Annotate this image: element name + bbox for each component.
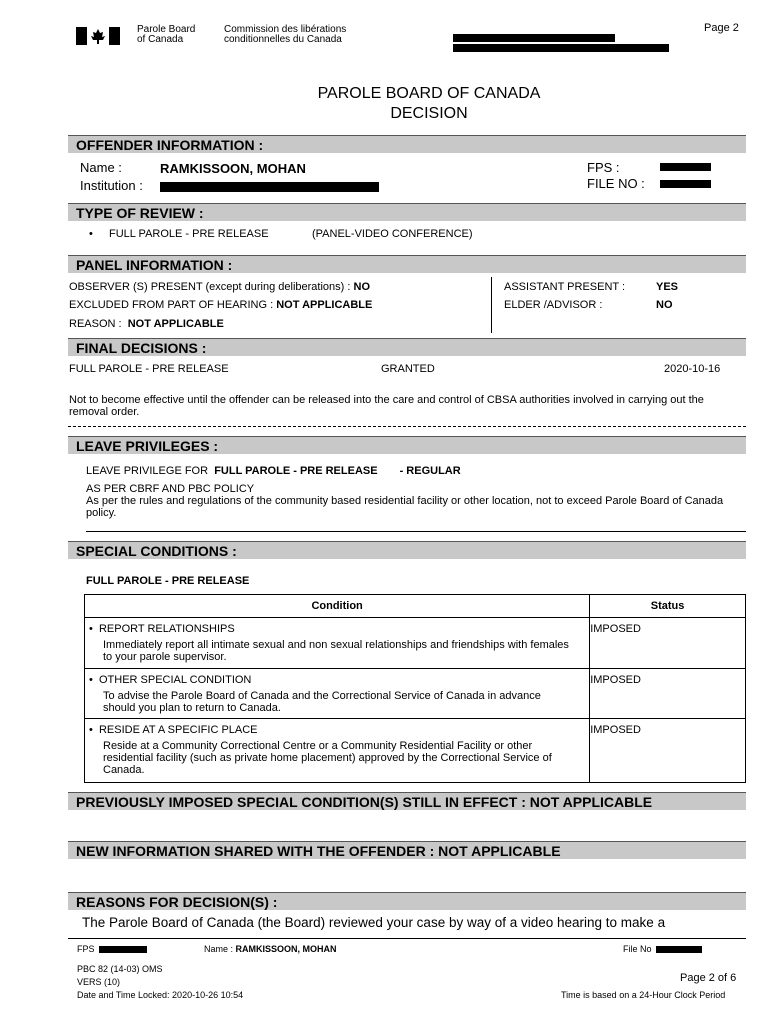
section-previous-conditions: PREVIOUSLY IMPOSED SPECIAL CONDITION(S) STILL IN EFFECT : NOT APPLICABLE bbox=[68, 792, 746, 810]
section-panel-info: PANEL INFORMATION : bbox=[68, 255, 746, 273]
redaction-bar bbox=[453, 44, 669, 52]
name-label: Name : bbox=[80, 160, 122, 175]
assistant-value: YES bbox=[656, 281, 679, 293]
table-row bbox=[85, 618, 746, 669]
condition-text: Immediately report all intimate sexual and non sexual relationships and friendships with females to your parole supervisor. bbox=[103, 639, 569, 663]
reason-row: REASON : NOT APPLICABLE bbox=[69, 318, 224, 330]
fps-label: FPS : bbox=[587, 160, 620, 175]
leave-divider bbox=[86, 531, 746, 532]
footer-name: Name : RAMKISSOON, MOHAN bbox=[204, 944, 337, 954]
decision-type: FULL PAROLE - PRE RELEASE bbox=[69, 363, 229, 375]
footer-file-label: File No bbox=[623, 944, 652, 954]
condition-title: • OTHER SPECIAL CONDITION bbox=[89, 674, 252, 686]
condition-title: • REPORT RELATIONSHIPS bbox=[89, 623, 235, 635]
leave-policy: AS PER CBRF AND PBC POLICY bbox=[86, 483, 255, 495]
review-type: FULL PAROLE - PRE RELEASE bbox=[109, 228, 269, 240]
condition-text: Reside at a Community Correctional Centre or a Community Residential Facility or other residential facility (such as private home placement) approved by the Correctional Service of Canada. bbox=[103, 740, 552, 776]
leave-privilege-row: LEAVE PRIVILEGE FOR FULL PAROLE - PRE RELEASE - REGULAR bbox=[86, 465, 461, 477]
section-special-conditions: SPECIAL CONDITIONS : bbox=[68, 541, 746, 559]
condition-status: IMPOSED bbox=[590, 618, 746, 669]
observer-row: OBSERVER (S) PRESENT (except during deliberations) : NO bbox=[69, 281, 370, 293]
assistant-label: ASSISTANT PRESENT : bbox=[504, 281, 626, 293]
condition-title: • RESIDE AT A SPECIFIC PLACE bbox=[89, 724, 258, 736]
review-mode: (PANEL-VIDEO CONFERENCE) bbox=[312, 228, 473, 240]
condition-status: IMPOSED bbox=[590, 719, 746, 783]
redaction-bar bbox=[656, 946, 702, 953]
section-type-of-review: TYPE OF REVIEW : bbox=[68, 203, 746, 221]
footer-fps-label: FPS bbox=[77, 944, 95, 954]
agency-name-en: Parole Board of Canada bbox=[137, 24, 196, 45]
panel-divider bbox=[491, 277, 492, 333]
excluded-row: EXCLUDED FROM PART OF HEARING : NOT APPLICABLE bbox=[69, 299, 373, 311]
condition-text: To advise the Parole Board of Canada and the Correctional Service of Canada in advance should you plan to return to Canada. bbox=[103, 690, 541, 714]
footer-divider bbox=[68, 938, 746, 939]
redaction-bar bbox=[99, 946, 147, 953]
footer-form-info: PBC 82 (14-03) OMS VERS (10) Date and Time Locked: 2020-10-26 10:54 bbox=[77, 964, 244, 1000]
table-header-row bbox=[85, 595, 746, 618]
decision-note: Not to become effective until the offender can be released into the care and control of CBSA authorities involved in carrying out the removal order. bbox=[69, 394, 704, 418]
redaction-bar bbox=[453, 34, 615, 42]
decision-result: GRANTED bbox=[381, 363, 435, 375]
redaction-bar bbox=[660, 180, 711, 188]
agency-name-fr: Commission des libérations conditionnelles du Canada bbox=[224, 24, 347, 45]
special-conditions-subtitle: FULL PAROLE - PRE RELEASE bbox=[86, 575, 250, 587]
redaction-bar bbox=[660, 163, 711, 171]
elder-label: ELDER /ADVISOR : bbox=[504, 299, 603, 311]
file-no-label: FILE NO : bbox=[587, 176, 645, 191]
bullet: • bbox=[89, 228, 93, 240]
section-offender-info: OFFENDER INFORMATION : bbox=[68, 135, 746, 153]
section-new-information: NEW INFORMATION SHARED WITH THE OFFENDER : NOT APPLICABLE bbox=[68, 841, 746, 859]
section-reasons: REASONS FOR DECISION(S) : bbox=[68, 892, 746, 910]
table-row bbox=[85, 669, 746, 719]
redaction-bar bbox=[160, 182, 379, 192]
conditions-table bbox=[84, 594, 746, 783]
canada-flag-icon bbox=[76, 27, 120, 45]
footer-time-note: Time is based on a 24-Hour Clock Period bbox=[561, 990, 726, 1000]
col-condition: Condition bbox=[85, 595, 590, 618]
footer-page-of: Page 2 of 6 bbox=[680, 972, 737, 984]
section-leave-privileges: LEAVE PRIVILEGES : bbox=[68, 436, 746, 454]
elder-value: NO bbox=[656, 299, 673, 311]
page-label: Page 2 bbox=[704, 22, 739, 34]
leave-policy-text: As per the rules and regulations of the community based residential facility or other location, not to exceed Parole Board of Canada policy. bbox=[86, 495, 724, 519]
institution-label: Institution : bbox=[80, 178, 143, 193]
section-final-decisions: FINAL DECISIONS : bbox=[68, 338, 746, 356]
table-row bbox=[85, 719, 746, 783]
document-title: PAROLE BOARD OF CANADA DECISION bbox=[317, 85, 541, 122]
decision-date: 2020-10-16 bbox=[664, 363, 721, 375]
reasons-text: The Parole Board of Canada (the Board) reviewed your case by way of a video hearing to make a bbox=[82, 915, 666, 930]
dashed-divider bbox=[68, 426, 746, 427]
condition-status: IMPOSED bbox=[590, 669, 746, 719]
col-status: Status bbox=[590, 595, 746, 618]
offender-name: RAMKISSOON, MOHAN bbox=[160, 161, 306, 176]
